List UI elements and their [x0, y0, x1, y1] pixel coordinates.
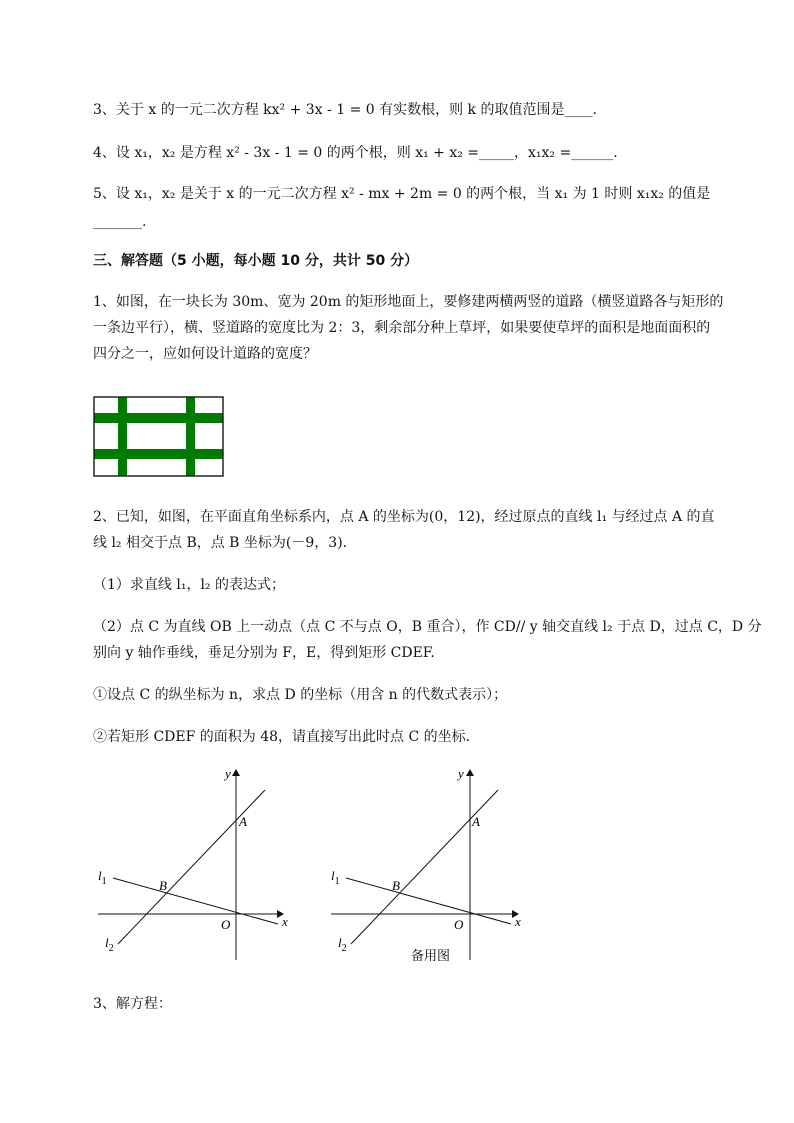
label-A: A: [239, 814, 247, 829]
coordinate-figure-main: [93, 762, 303, 962]
horizontal-road-bottom: [94, 449, 223, 459]
vertical-road-right: [186, 397, 195, 476]
label-B: B: [392, 878, 400, 893]
problem-2-line-1: 2、已知，如图，在平面直角坐标系内，点 A 的坐标为(0，12)，经过原点的直线 l₁ 与经过点 A 的直: [93, 509, 715, 525]
label-y: y: [458, 766, 464, 781]
label-x: x: [282, 914, 288, 929]
label-l1: $l_1$: [98, 868, 107, 887]
line-l1: [346, 878, 511, 924]
road-figure: [93, 396, 225, 478]
section-heading: 三、解答题（5 小题，每小题 10 分，共计 50 分）: [93, 253, 419, 269]
problem-2-line-2: 线 l₂ 相交于点 B，点 B 坐标为(－9，3).: [93, 535, 348, 551]
problem-1-line-2: 一条边平行），横、竖道路的宽度比为 2：3，剩余部分种上草坪，如果要使草坪的面积是地面面积的: [93, 320, 711, 336]
question-5: 5、设 x₁，x₂ 是关于 x 的一元二次方程 x² - mx + 2m = 0 的两个根，当 x₁ 为 1 时则 x₁x₂ 的值是: [93, 186, 711, 202]
label-l1: $l_1$: [331, 868, 340, 887]
label-y: y: [225, 766, 231, 781]
question-4: 4、设 x₁，x₂ 是方程 x² - 3x - 1 = 0 的两个根，则 x₁ + x₂ =_____，x₁x₂ =______.: [93, 145, 618, 161]
question-3: 3、关于 x 的一元二次方程 kx² + 3x - 1 = 0 有实数根，则 k 的取值范围是____.: [93, 102, 597, 118]
label-l2: $l_2$: [338, 935, 347, 954]
label-O: O: [454, 917, 464, 932]
line-l1: [113, 878, 278, 924]
label-A: A: [472, 814, 480, 829]
vertical-road-left: [118, 397, 127, 476]
problem-1-line-1: 1、如图，在一块长为 30m、宽为 20m 的矩形地面上，要修建两横两竖的道路（横竖道路各与矩形的: [93, 294, 724, 310]
label-B: B: [159, 878, 167, 893]
problem-2-part-2-line-1: （2）点 C 为直线 OB 上一动点（点 C 不与点 O，B 重合），作 CD// y 轴交直线 l₂ 于点 D，过点 C，D 分: [93, 619, 762, 635]
problem-2-subpart-1: ①设点 C 的纵坐标为 n，求点 D 的坐标（用含 n 的代数式表示）；: [93, 687, 508, 703]
problem-3: 3、解方程：: [93, 996, 172, 1012]
question-5-blank: _______.: [93, 214, 147, 230]
coordinate-figure-backup: [326, 762, 536, 962]
figure-caption: 备用图: [411, 949, 451, 962]
label-O: O: [221, 917, 231, 932]
problem-2-part-1: （1）求直线 l₁，l₂ 的表达式；: [93, 577, 285, 593]
label-l2: $l_2$: [105, 935, 114, 954]
problem-1-line-3: 四分之一，应如何设计道路的宽度？: [93, 346, 317, 362]
problem-2-part-2-line-2: 别向 y 轴作垂线，垂足分别为 F，E，得到矩形 CDEF.: [93, 645, 435, 661]
label-x: x: [515, 914, 521, 929]
problem-2-subpart-2: ②若矩形 CDEF 的面积为 48，请直接写出此时点 C 的坐标．: [93, 729, 480, 745]
horizontal-road-top: [94, 413, 223, 423]
